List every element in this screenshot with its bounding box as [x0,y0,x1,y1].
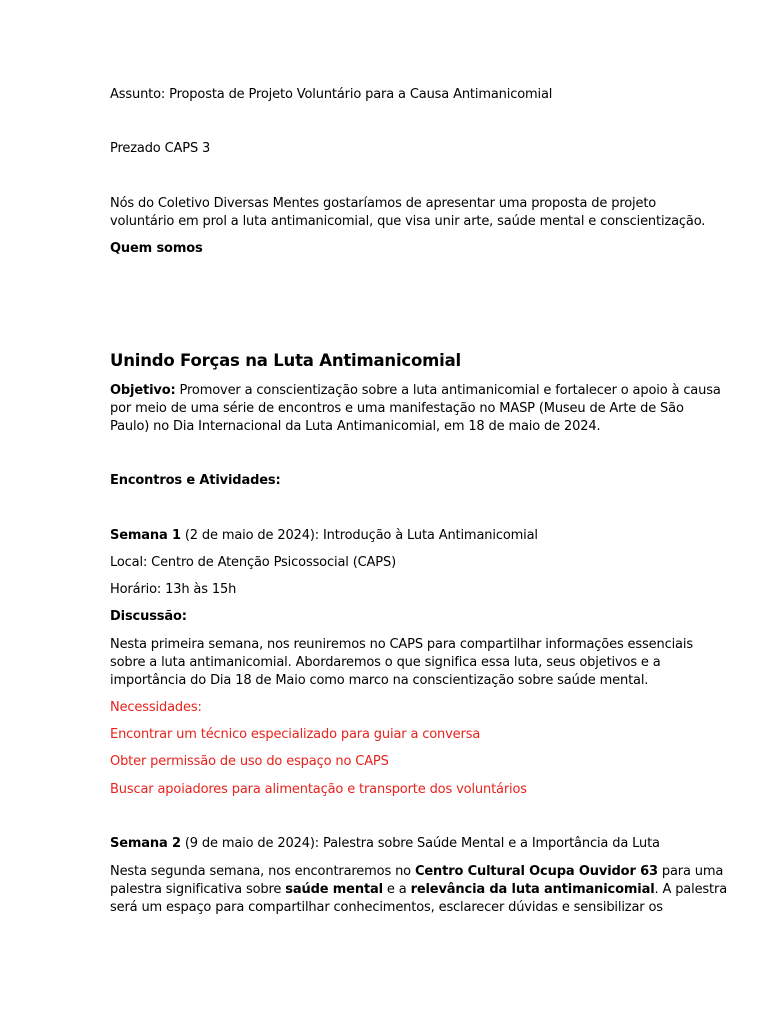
semana1-local: Local: Centro de Atenção Psicossocial (CAPS) [110,555,397,570]
semana1-title: (2 de maio de 2024): Introdução à Luta Antimanicomial [180,528,538,543]
semana2-text-2a: palestra significativa sobre [110,882,286,897]
objetivo-text: Promover a conscientização sobre a luta antimanicomial e fortalecer o apoio à causa [175,383,721,398]
semana2-text-2 [110,881,728,899]
semana2-topic-1: saúde mental [285,882,383,897]
semana2-text-1a: Nesta segunda semana, nos encontraremos no [110,864,415,879]
semana1-text-1: Nesta primeira semana, nos reuniremos no CAPS para compartilhar informações essenciais [110,637,693,652]
semana2-heading [110,835,670,853]
objetivo-line-2: por meio de uma série de encontros e uma manifestação no MASP (Museu de Arte de São [110,401,684,416]
semana2-venue: Centro Cultural Ocupa Ouvidor 63 [414,864,658,879]
page-title: Unindo Forças na Luta Antimanicomial [110,351,461,370]
greeting: Prezado CAPS 3 [110,141,211,156]
need-item-2: Obter permissão de uso do espaço no CAPS [110,754,389,769]
semana1-text-3: importância do Dia 18 de Maio como marco na conscientização sobre saúde mental. [110,673,649,688]
semana2-text-3: será um espaço para compartilhar conhecimentos, esclarecer dúvidas e sensibilizar os [110,900,663,915]
semana2-title: (9 de maio de 2024): Palestra sobre Saúde Mental e a Importância da Luta [180,836,660,851]
objetivo-line-3: Paulo) no Dia Internacional da Luta Antimanicomial, em 18 de maio de 2024. [110,419,601,434]
objetivo-label: Objetivo: [110,383,176,398]
semana1-horario: Horário: 13h às 15h [110,582,237,597]
encontros-heading: Encontros e Atividades: [110,473,281,488]
semana2-text-1c: para uma [657,864,724,879]
intro-line-1: Nós do Coletivo Diversas Mentes gostaríamos de apresentar uma proposta de projeto [110,196,657,211]
subject-line: Assunto: Proposta de Projeto Voluntário para a Causa Antimanicomial [110,87,553,102]
objetivo-line-1 [110,382,721,400]
semana2-text-2e: . A palestra [654,882,728,897]
semana1-discussao: Discussão: [110,609,187,624]
semana1-text-2: sobre a luta antimanicomial. Abordaremos o que significa essa luta, seus objetivos e a [110,655,661,670]
semana2-text-1 [110,863,724,881]
intro-line-2: voluntário em prol a luta antimanicomial, que visa unir arte, saúde mental e conscientização. [110,214,706,229]
semana1-heading [110,527,670,545]
necessidades-heading: Necessidades: [110,700,202,715]
semana2-label: Semana 2 [110,836,181,851]
quem-somos-heading: Quem somos [110,241,203,256]
semana2-topic-2: relevância da luta antimanicomial [410,882,655,897]
need-item-3: Buscar apoiadores para alimentação e transporte dos voluntários [110,782,527,797]
need-item-1: Encontrar um técnico especializado para guiar a conversa [110,727,481,742]
semana1-label: Semana 1 [110,528,181,543]
semana2-text-2c: e a [382,882,411,897]
